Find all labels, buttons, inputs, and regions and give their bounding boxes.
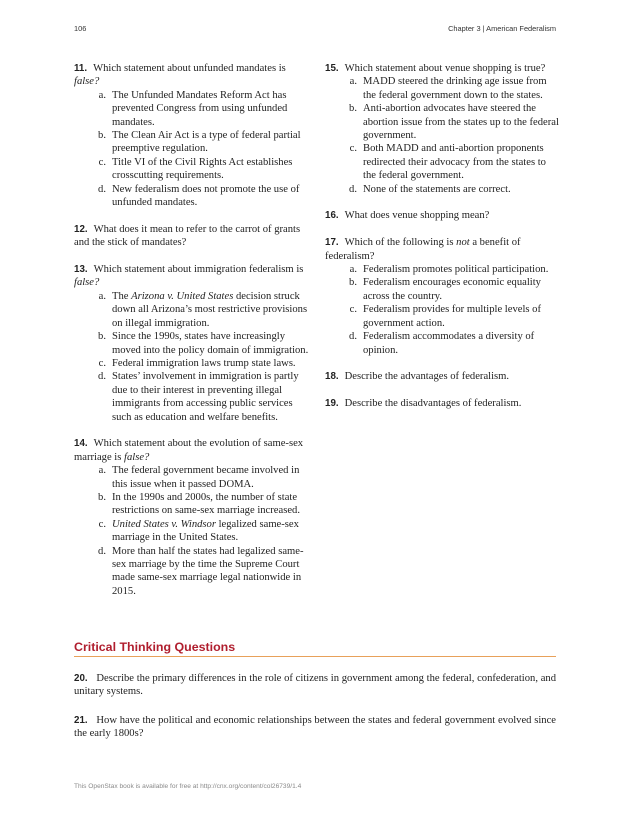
question-text	[345, 63, 546, 74]
option-letter: b.	[98, 331, 106, 343]
answer-options	[325, 263, 560, 357]
option-text	[112, 156, 309, 183]
option-text	[112, 330, 309, 357]
question-number: 19.	[325, 398, 339, 410]
question-text	[74, 63, 286, 87]
question-stem	[74, 263, 309, 290]
option-letter: c.	[98, 156, 106, 168]
answer-options	[74, 464, 309, 598]
text-run: MADD steered the drinking age issue from the federal government down to the states.	[363, 76, 547, 101]
option-text	[112, 89, 309, 129]
option-letter: d.	[98, 545, 106, 557]
question-stem	[74, 223, 309, 250]
right-column	[325, 62, 560, 424]
question-text	[345, 371, 509, 382]
option-letter: b.	[349, 103, 357, 115]
italic-text: Arizona v. United States	[131, 290, 234, 302]
text-run: Federalism provides for multiple levels of government action.	[363, 304, 541, 329]
question-text	[74, 438, 303, 462]
answer-option	[341, 263, 560, 276]
answer-option	[341, 330, 560, 357]
text-run: Federal immigration laws trump state laws.	[112, 357, 296, 369]
text-run: Both MADD and anti-abortion proponents redirected their advocacy from the states to the federal government.	[363, 143, 546, 182]
question-stem	[325, 209, 560, 222]
answer-option	[90, 156, 309, 183]
option-text	[112, 491, 309, 518]
text-run: Title VI of the Civil Rights Act establishes crosscutting requirements.	[112, 156, 293, 182]
text-run: Since the 1990s, states have increasingly moved into the policy domain of immigration.	[112, 331, 309, 356]
page-number: 106	[74, 24, 87, 33]
text-run: Federalism promotes political participation.	[363, 264, 549, 276]
option-letter: d.	[98, 371, 106, 383]
answer-option	[341, 183, 560, 196]
option-letter: a.	[98, 465, 106, 477]
text-run: Describe the advantages of federalism.	[344, 371, 510, 383]
question-number: 16.	[325, 210, 339, 222]
review-question-12	[74, 223, 309, 250]
text-run: a benefit of federalism?	[325, 237, 521, 262]
review-question-19	[325, 397, 560, 410]
text-run: Describe the disadvantages of federalism.	[344, 398, 522, 410]
review-question-18	[325, 370, 560, 383]
option-letter: c.	[98, 518, 106, 530]
review-question-15	[325, 62, 560, 196]
question-text	[74, 224, 300, 248]
text-run: New federalism does not promote the use of unfunded mandates.	[112, 183, 300, 209]
question-text	[74, 264, 303, 288]
option-letter: c.	[349, 304, 357, 316]
text-run: In the 1990s and 2000s, the number of state restrictions on same-sex marriage increased.	[112, 491, 300, 517]
text-run: Which statement about immigration federalism is	[93, 264, 304, 276]
text-run: Which statement about unfunded mandates is	[93, 63, 286, 74]
answer-option	[90, 129, 309, 156]
answer-option	[341, 276, 560, 303]
question-stem	[74, 437, 309, 464]
left-column	[74, 62, 309, 612]
question-text	[325, 237, 521, 261]
question-number: 11.	[74, 63, 88, 74]
critical-thinking-question	[74, 672, 556, 699]
text-run: Which of the following is	[344, 237, 457, 249]
option-text	[363, 183, 511, 196]
option-letter: d.	[349, 331, 357, 343]
italic-text: not	[456, 237, 470, 249]
text-run: Federalism accommodates a diversity of opinion.	[363, 331, 535, 356]
option-text	[363, 303, 560, 330]
option-text	[363, 330, 560, 357]
answer-options	[74, 89, 309, 210]
option-text	[112, 129, 309, 156]
option-text	[363, 276, 560, 303]
review-question-11	[74, 62, 309, 209]
option-text	[363, 142, 560, 182]
option-letter: b.	[349, 277, 357, 289]
review-question-14	[74, 437, 309, 598]
option-letter: d.	[98, 183, 106, 195]
option-letter: b.	[98, 491, 106, 503]
footer-note: This OpenStax book is available for free at http://cnx.org/content/col26739/1.4	[74, 783, 302, 790]
question-number: 18.	[325, 371, 339, 383]
text-run: The Unfunded Mandates Reform Act has prevented Congress from using unfunded mandates.	[112, 89, 288, 128]
question-stem	[74, 62, 309, 89]
text-run: Federalism encourages economic equality across the country.	[363, 277, 541, 302]
question-text	[345, 398, 522, 409]
option-letter: a.	[98, 89, 106, 101]
review-question-16	[325, 209, 560, 222]
answer-option	[341, 75, 560, 102]
text-run: Which statement about venue shopping is true?	[344, 63, 546, 74]
option-text	[112, 357, 296, 370]
text-run: decision struck down all Arizona’s most restrictive provisions on illegal immigration.	[112, 290, 308, 329]
text-run: The Clean Air Act is a type of federal partial preemptive regulation.	[112, 130, 301, 155]
answer-option	[90, 330, 309, 357]
text-run: What does it mean to refer to the carrot of grants and the stick of mandates?	[74, 223, 301, 249]
option-text	[112, 183, 309, 210]
answer-option	[90, 464, 309, 491]
option-text	[363, 75, 560, 102]
question-stem	[325, 236, 560, 263]
question-text	[345, 210, 490, 221]
answer-option	[90, 491, 309, 518]
chapter-title: Chapter 3 | American Federalism	[448, 24, 556, 33]
question-text: Describe the primary differences in the role of citizens in government among the federal, confederation, and unitary systems.	[74, 673, 556, 698]
option-letter: a.	[98, 290, 106, 302]
answer-option	[341, 102, 560, 142]
text-run: Which statement about the evolution of same-sex marriage is	[74, 438, 304, 463]
option-text	[363, 263, 548, 276]
question-number: 13.	[74, 264, 88, 276]
answer-option	[90, 518, 309, 545]
option-text	[112, 464, 309, 491]
italic-text: false?	[74, 76, 100, 88]
critical-thinking-question	[74, 714, 556, 741]
italic-text: false?	[74, 277, 100, 289]
option-letter: d.	[349, 183, 357, 195]
italic-text: United States v. Windsor	[112, 518, 216, 530]
text-run: States’ involvement in immigration is partly due to their interest in preventing illegal immigrants from accessing public services such as education and welfare benefits.	[112, 371, 299, 423]
option-letter: b.	[98, 130, 106, 142]
answer-option	[90, 89, 309, 129]
answer-option	[90, 545, 309, 599]
answer-option	[341, 142, 560, 182]
answer-option	[341, 303, 560, 330]
question-number: 14.	[74, 438, 88, 450]
text-run: More than half the states had legalized same-sex marriage by the time the Supreme Court made same-sex marriage legal nationwide in 2015.	[112, 545, 304, 597]
option-text	[112, 370, 309, 424]
question-number: 15.	[325, 63, 339, 74]
text-run: The federal government became involved in this issue when it passed DOMA.	[112, 465, 300, 490]
option-text	[112, 518, 309, 545]
answer-option	[90, 183, 309, 210]
review-question-13	[74, 263, 309, 424]
question-number: 17.	[325, 237, 339, 249]
text-run: The	[112, 290, 132, 302]
answer-option	[90, 370, 309, 424]
text-run: legalized same-sex marriage in the United States.	[112, 518, 299, 544]
review-question-17	[325, 236, 560, 357]
section-heading-critical-thinking: Critical Thinking Questions	[74, 640, 556, 657]
option-letter: a.	[349, 264, 357, 276]
question-stem	[325, 370, 560, 383]
option-letter: c.	[349, 143, 357, 155]
text-run: What does venue shopping mean?	[344, 210, 490, 222]
answer-options	[74, 290, 309, 424]
italic-text: false?	[124, 451, 150, 463]
text-run: Anti-abortion advocates have steered the abortion issue from the states up to the federal government.	[363, 103, 559, 142]
answer-option	[90, 357, 309, 370]
text-run: None of the statements are correct.	[363, 183, 511, 195]
question-number: 20.	[74, 673, 88, 684]
option-letter: a.	[349, 76, 357, 88]
option-text	[112, 290, 309, 330]
question-text: How have the political and economic relationships between the states and federal government evolved since the early 1800s?	[74, 715, 556, 740]
question-number: 21.	[74, 715, 88, 726]
running-header	[74, 24, 556, 33]
question-stem	[325, 397, 560, 410]
option-text	[363, 102, 560, 142]
answer-option	[90, 290, 309, 330]
question-number: 12.	[74, 223, 88, 235]
answer-options	[325, 75, 560, 196]
option-text	[112, 545, 309, 599]
option-letter: c.	[98, 357, 106, 369]
question-stem	[325, 62, 560, 75]
